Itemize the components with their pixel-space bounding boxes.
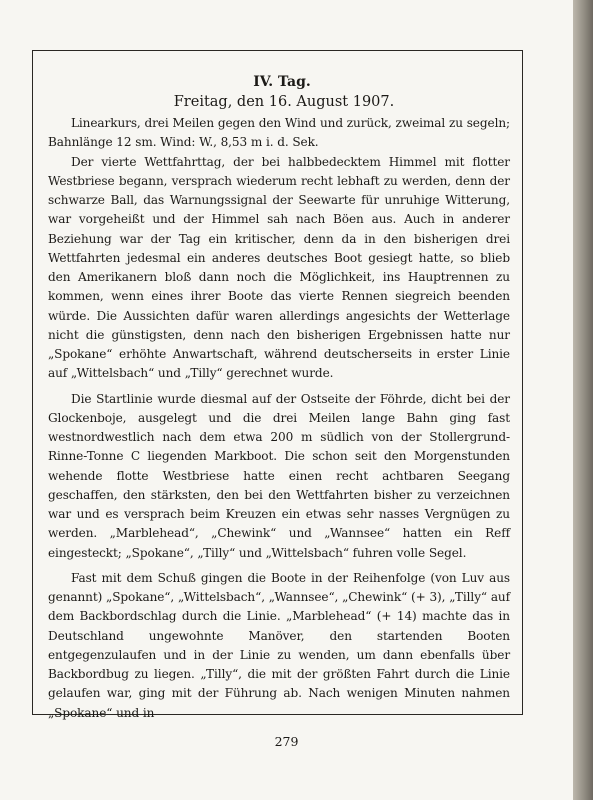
page-body: [48, 72, 510, 723]
body-paragraph: Der vierte Wettfahrttag, der bei halbbedecktem Himmel mit flotter Westbriese begann, versprach wiederum recht lebhaft zu werden, denn der schwarze Ball, das Warnungssignal der Seewarte für unruhige Witterung, war vorgeheißt und der Himmel sah nach Böen aus. Auch in anderer Beziehung war der Tag ein kritischer, denn da in den bisherigen drei Wettfahrten jedesmal ein anderes deutsches Boot gesiegt hatte, so blieb den Amerikanern bloß dann noch die Möglichkeit, ins Hauptrennen zu kommen, wenn eines ihrer Boote das vierte Rennen siegreich beenden würde. Die Aussichten dafür waren allerdings angesichts der Wetterlage nicht die günstigsten, denn nach den bisherigen Ergebnissen hatte nur „Spokane“ erhöhte Anwartschaft, während deutscherseits in erster Linie auf „Wittelsbach“ und „Tilly“ gerechnet wurde.: [48, 154, 510, 381]
date-heading: Freitag, den 16. August 1907.: [173, 94, 395, 110]
page-number: 279: [274, 734, 299, 749]
page-edge-shadow: [573, 0, 593, 800]
section-heading: IV. Tag.: [253, 74, 311, 90]
body-paragraph: Die Startlinie wurde diesmal auf der Ostseite der Föhrde, dicht bei der Glockenboje, ausgelegt und die drei Meilen lange Bahn ging fast westnordwestlich nach dem etwa 200 m südlich von der Stollergrund-Rinne-Tonne C liegenden Markboot. Die schon seit den Morgenstunden wehende flotte Westbriese hatte einen recht achtbaren Seegang geschaffen, den stärksten, den bei den Wettfahrten bisher zu verzeichnen war und es versprach beim Kreuzen ein etwas sehr nasses Vergnügen zu werden. „Marblehead“, „Chewink“ und „Wannsee“ hatten ein Reff eingesteckt; „Spokane“, „Tilly“ und „Wittelsbach“ fuhren volle Segel.: [48, 391, 510, 560]
body-paragraph: Fast mit dem Schuß gingen die Boote in der Reihenfolge (von Luv aus genannt) „Spokane“, „Wittelsbach“, „Wannsee“, „Chewink“ (+ 3), „Tilly“ auf dem Backbordschlag durch die Linie. „Marblehead“ (+ 14) machte das in Deutschland ungewohnte Manöver, den startenden Booten entgegenzulaufen und in der Linie zu wenden, um dann ebenfalls über Backbordbug zu liegen. „Tilly“, die mit der größten Fahrt durch die Linie gelaufen war, ging mit der Führung ab. Nach wenigen Minuten nahmen „Spokane“ und in: [48, 570, 510, 720]
course-summary-paragraph: Linearkurs, drei Meilen gegen den Wind und zurück, zweimal zu segeln; Bahnlänge 12 sm. Wind: W., 8,53 m i. d. Sek.: [48, 116, 510, 150]
